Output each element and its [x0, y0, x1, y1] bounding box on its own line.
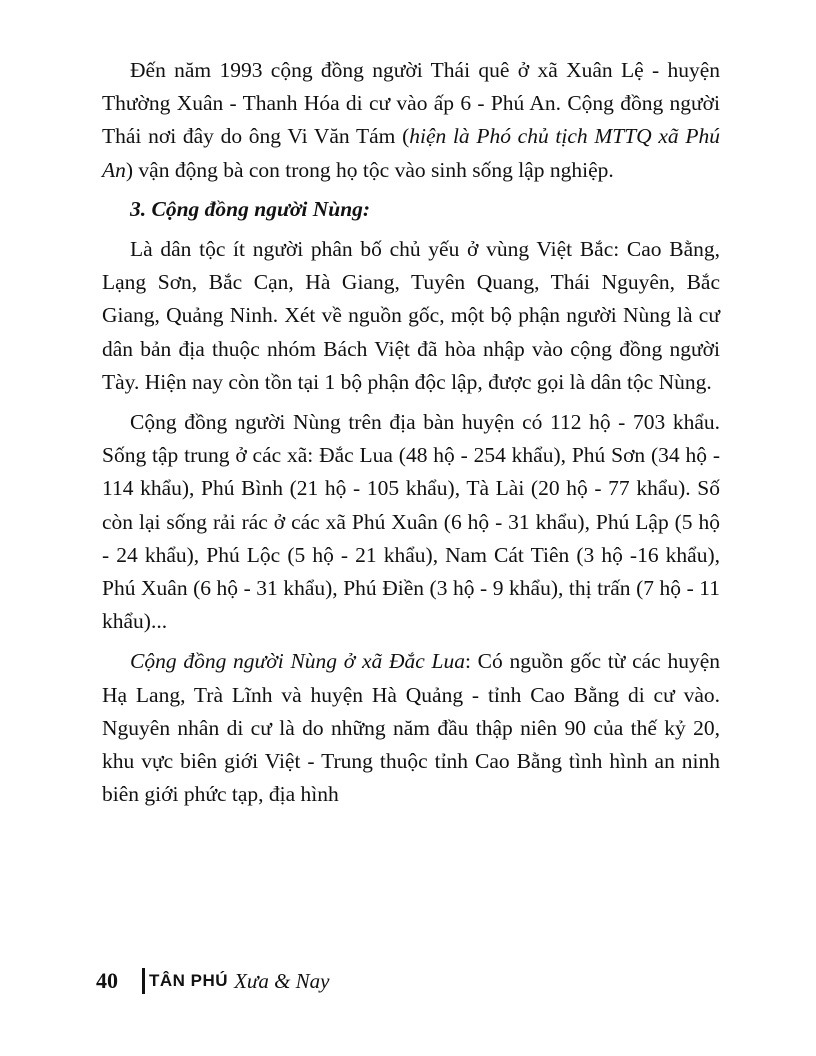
paragraph-text: Đến năm 1993 cộng đồng người Thái quê ở xã Xuân Lệ - huyện Thường Xuân - Thanh Hóa di cư vào ấp 6 - Phú An. Cộng đồng người Thái nơi đây do ông Vi Văn Tám ( [102, 58, 720, 149]
paragraph-nung-population: Cộng đồng người Nùng trên địa bàn huyện có 112 hộ - 703 khẩu. Sống tập trung ở các xã: Đắc Lua (48 hộ - 254 khẩu), Phú Sơn (34 hộ - 114 khẩu), Phú Bình (21 hộ - 105 khẩu), Tà Lài (20 hộ - 77 khẩu). Số còn lại sống rải rác ở các xã Phú Xuân (6 hộ - 31 khẩu), Phú Lập (5 hộ - 24 khẩu), Phú Lộc (5 hộ - 21 khẩu), Nam Cát Tiên (3 hộ -16 khẩu), Phú Xuân (6 hộ - 31 khẩu), Phú Điền (3 hộ - 9 khẩu), thị trấn (7 hộ - 11 khẩu)... [102, 410, 720, 634]
paragraph-nung-dac-lua [102, 645, 720, 811]
paragraph-text: ) vận động bà con trong họ tộc vào sinh sống lập nghiệp. [125, 157, 614, 182]
section-heading-text: 3. Cộng đồng người Nùng: [130, 196, 371, 221]
paragraph-italic-lead: Cộng đồng người Nùng ở xã Đắc Lua [130, 649, 465, 674]
page-number: 40 [96, 968, 118, 993]
paragraph-thai-migration [102, 54, 720, 187]
paragraph-nung-origin: Là dân tộc ít người phân bố chủ yếu ở vùng Việt Bắc: Cao Bằng, Lạng Sơn, Bắc Cạn, Hà Giang, Tuyên Quang, Thái Nguyên, Bắc Giang, Quảng Ninh. Xét về nguồn gốc, một bộ phận người Nùng là cư dân bản địa thuộc nhóm Bách Việt đã hòa nhập vào cộng đồng người Tày. Hiện nay còn tồn tại 1 bộ phận độc lập, được gọi là dân tộc Nùng. [102, 237, 720, 394]
page-body [102, 54, 720, 811]
footer-divider [142, 968, 145, 994]
footer-brand: TÂN PHÚ [149, 971, 229, 990]
paragraph-italic-note: hiện là Phó chủ tịch MTTQ xã Phú An [102, 124, 720, 182]
section-heading-nung [102, 193, 720, 226]
page-footer [96, 966, 330, 996]
paragraph-text: : Có nguồn gốc từ các huyện Hạ Lang, Trà Lĩnh và huyện Hà Quảng - tỉnh Cao Bằng di cư vào. Nguyên nhân di cư là do những năm đầu thập niên 90 của thế kỷ 20, khu vực biên giới Việt - Trung thuộc tỉnh Cao Bằng tình hình an ninh biên giới phức tạp, địa hình [102, 649, 720, 807]
footer-subtitle: Xưa & Nay [234, 968, 330, 993]
